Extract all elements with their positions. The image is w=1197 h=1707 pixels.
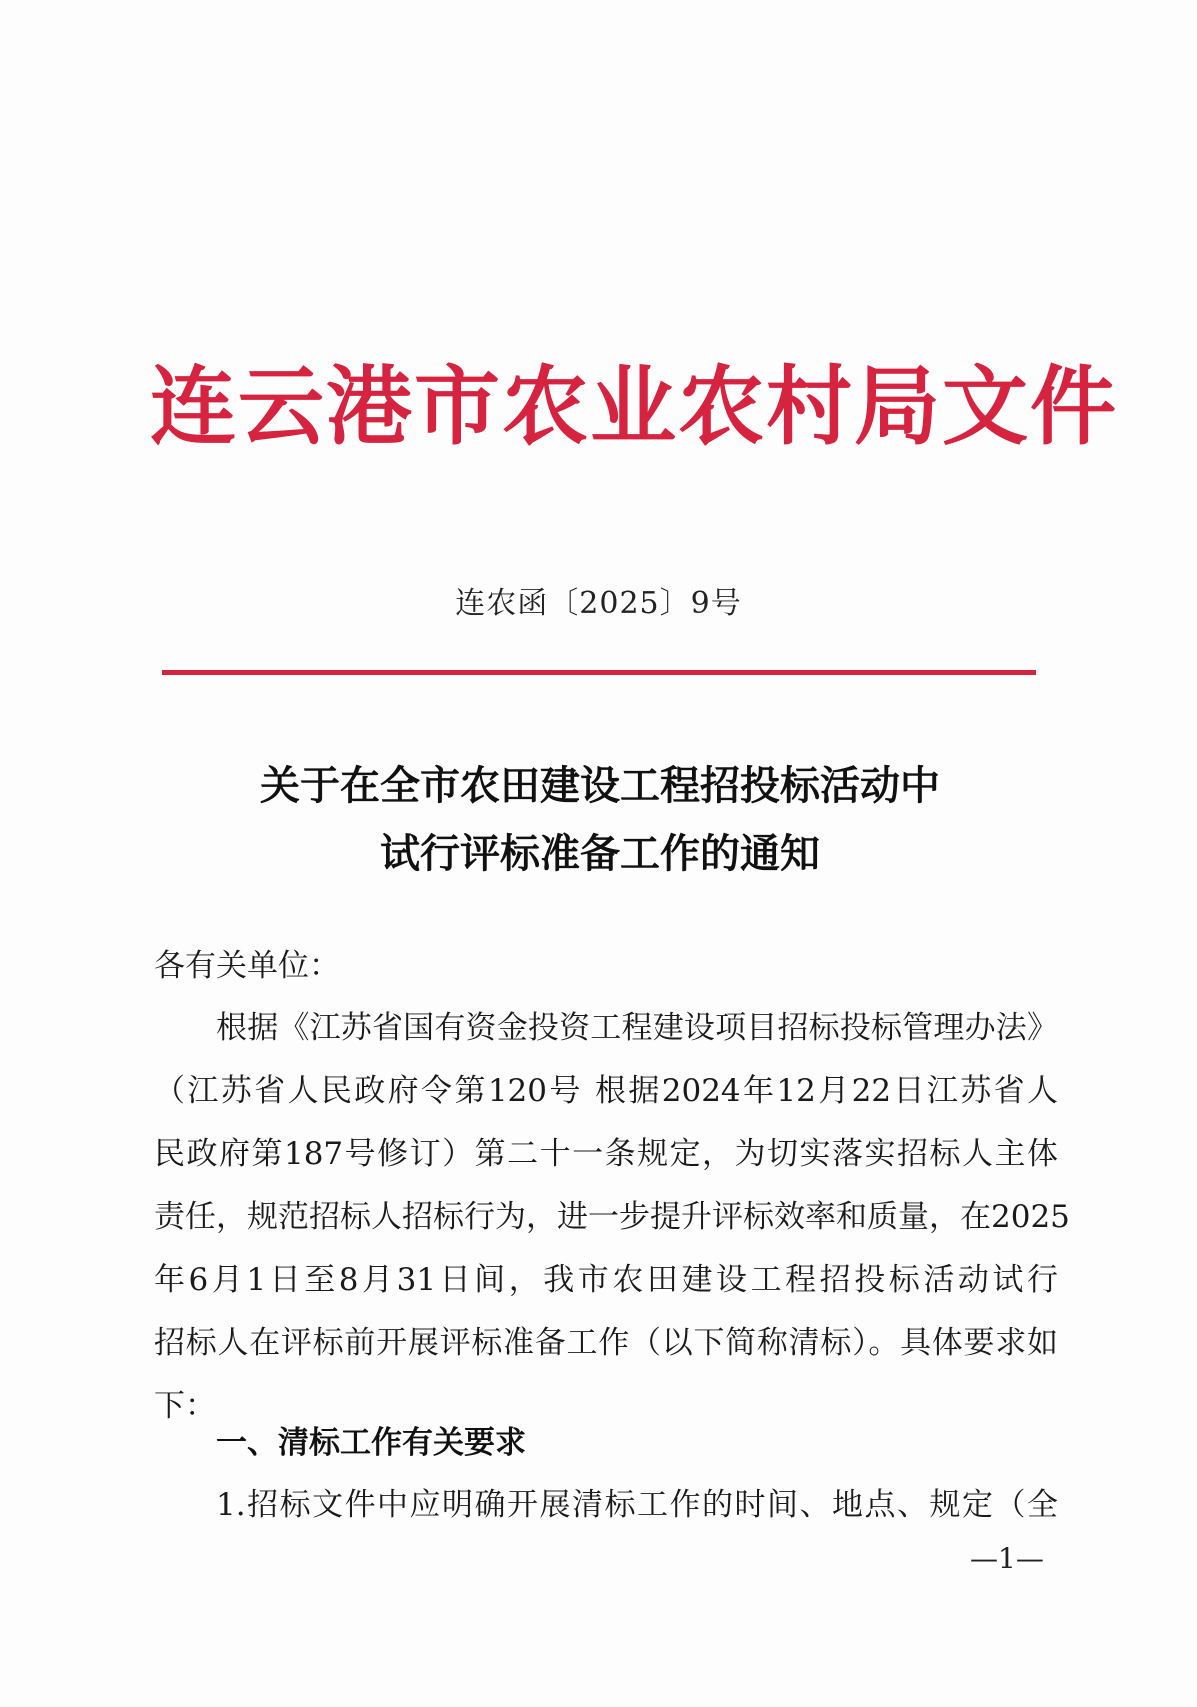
body-paragraph (154, 997, 1070, 1438)
salutation: 各有关单位： (154, 948, 340, 984)
notice-title-line-1: 关于在全市农田建设工程招投标活动中 (260, 763, 940, 809)
item-1-text: 1.招标文件中应明确开展清标工作的时间、地点、规定（全 (216, 1487, 1058, 1523)
paragraph-line-6: 招标人在评标前开展评标准备工作（以下简称清标）。具体要求如 (154, 1325, 1058, 1361)
document-number: 连农函〔2025〕9号 (455, 586, 742, 621)
notice-title-line-2: 试行评标准备工作的通知 (380, 831, 820, 877)
page-number: —1— (970, 1542, 1044, 1575)
masthead-title: 连云港市农业农村局文件 (150, 357, 1118, 457)
paragraph-line-5: 年6月1日至8月31日间，我市农田建设工程招投标活动试行 (154, 1262, 1058, 1298)
paragraph-line-3: 民政府第187号修订）第二十一条规定，为切实落实招标人主体 (154, 1136, 1058, 1172)
paragraph-line-2: （江苏省人民政府令第120号 根据2024年12月22日江苏省人 (154, 1073, 1058, 1109)
red-divider-line (162, 670, 1036, 675)
paragraph-line-1: 根据《江苏省国有资金投资工程建设项目招标投标管理办法》 (216, 1010, 1058, 1046)
paragraph-line-4: 责任，规范招标人招标行为，进一步提升评标效率和质量，在2025 (154, 1199, 1070, 1235)
paragraph-line-7: 下： (154, 1388, 216, 1424)
section-heading: 一、清标工作有关要求 (216, 1425, 526, 1461)
notice-title (120, 752, 1080, 888)
